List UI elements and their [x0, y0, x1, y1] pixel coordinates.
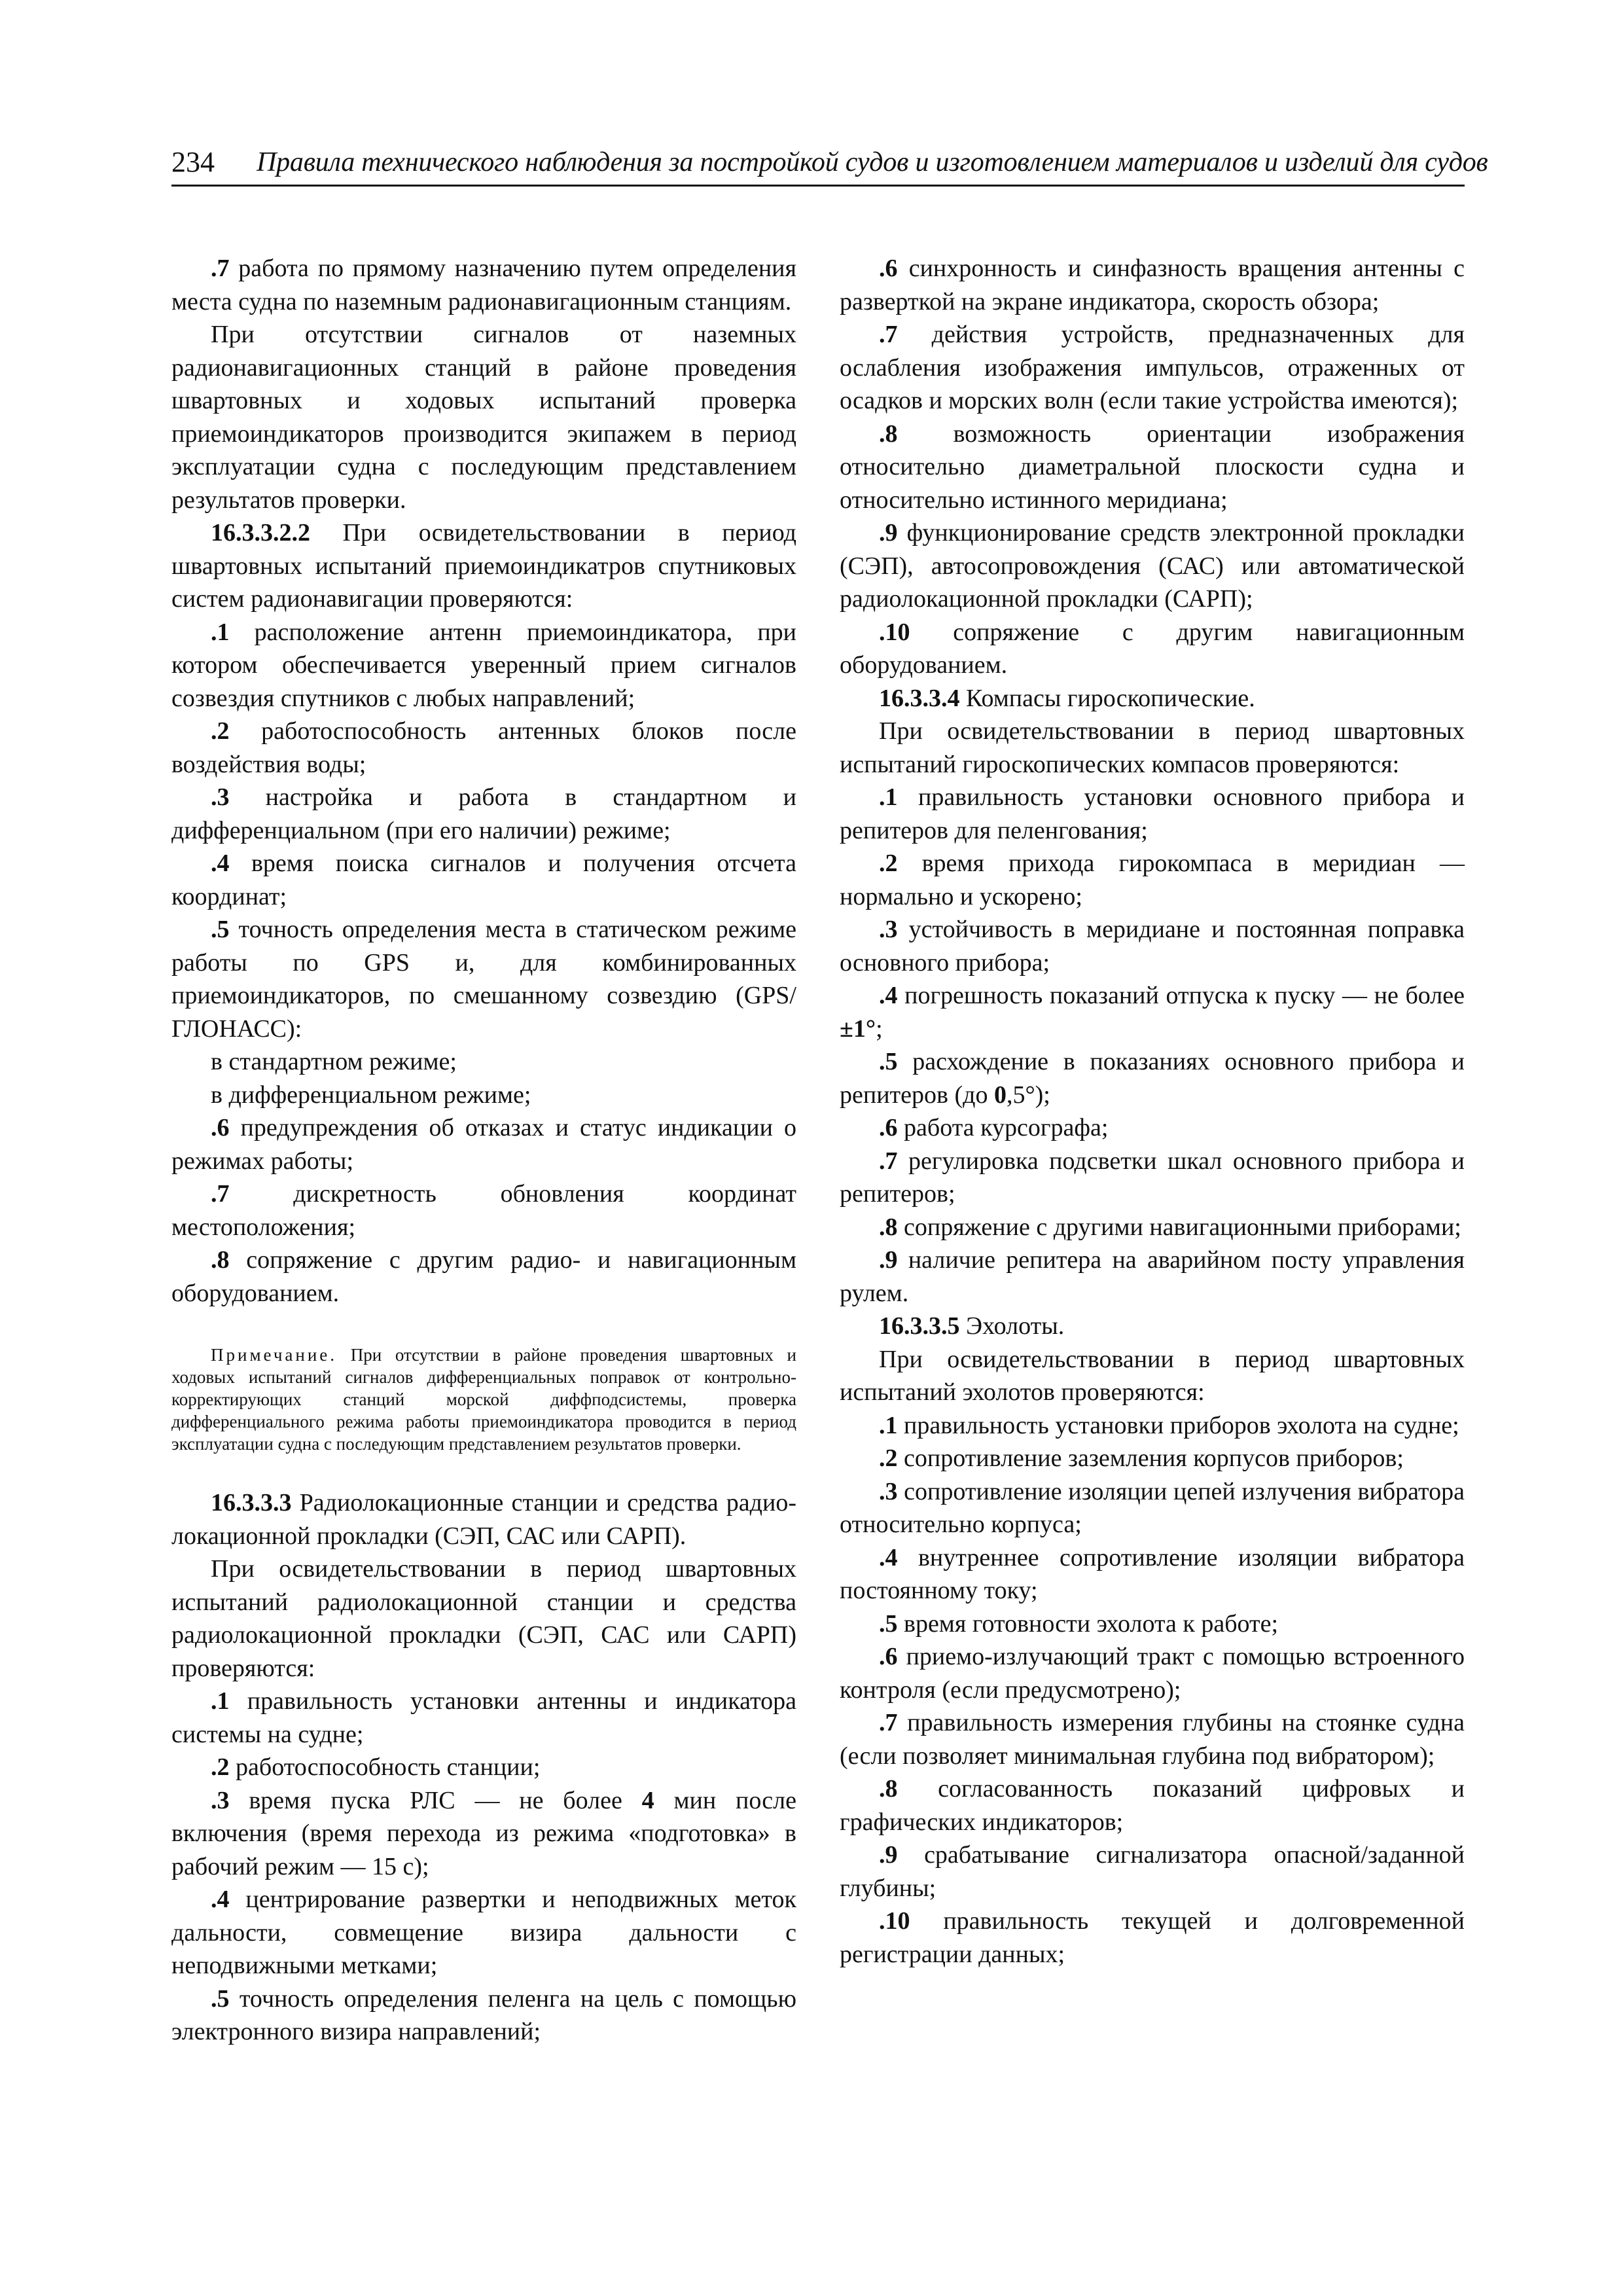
paragraph: 16.3.3.4 Компасы гироскопические.	[879, 684, 1255, 712]
note	[171, 1344, 796, 1455]
paragraph: .4 погрешность показаний отпуска к пуску — не более ±1°;	[840, 982, 1465, 1043]
paragraph: .6 синхронность и синфазность вращения антенны с разверткой на экране индикатора, скорость обзора;	[840, 255, 1465, 315]
header-rule	[171, 185, 1465, 187]
paragraph: .3 устойчивость в меридиане и постоянная поправка основного прибора;	[840, 916, 1465, 977]
paragraph: .2 время прихода гирокомпаса в меридиан — нормально и ускорено;	[840, 850, 1465, 910]
paragraph: .6 приемо-излучающий тракт с помощью встроенного контроля (если предусмотрено);	[840, 1643, 1465, 1704]
paragraph: .4 время поиска сигналов и получения отсчета координат;	[171, 850, 796, 910]
note-text: При отсутствии в районе проведения швартовных и ходовых испытаний сигналов дифференциальных поправок от контрольно-корректирующих станций морской диффподсистемы, проверка дифференциального режима работы приемоиндикатора проводится в период эксплуатации судна с последующим представлением результатов проверки.	[171, 1345, 796, 1454]
right-paragraphs	[840, 252, 1465, 1971]
paragraph: .5 время готовности эхолота к работе;	[879, 1609, 1279, 1638]
paragraph: .5 точность определения пеленга на цель с помощью электронного визира направлений;	[171, 1984, 796, 2045]
paragraph: .7 действия устройств, предназначенных для ослабления изображения импульсов, отраженных от осадков и морских волн (если такие устройства имеются);	[840, 321, 1465, 414]
paragraph: .1 правильность установки основного прибора и репитеров для пеленгования;	[840, 783, 1465, 844]
page-header	[171, 145, 1488, 185]
paragraph: в стандартном режиме;	[211, 1048, 457, 1075]
paragraph: .7 работа по прямому назначению путем определения места судна по наземным радионавигационным станциям.	[171, 255, 796, 315]
note-label: Примечание.	[211, 1345, 338, 1365]
left-column	[171, 252, 796, 2049]
paragraph: .5 расхождение в показаниях основного прибора и репитеров (до 0,5°);	[840, 1048, 1465, 1109]
paragraph: .1 правильность установки приборов эхолота на судне;	[879, 1411, 1459, 1439]
paragraph: .2 работоспособность станции;	[211, 1753, 541, 1781]
paragraph: .4 центрирование развертки и неподвижных меток дальности, совмещение визира дальности с неподвижными метками;	[171, 1886, 796, 1979]
paragraph: .7 регулировка подсветки шкал основного прибора и репитеров;	[840, 1147, 1465, 1208]
paragraph: При освидетельствовании в период швартовных испытаний гироскопических компасов проверяются:	[840, 717, 1465, 778]
paragraph: .9 наличие репитера на аварийном посту управления рулем.	[840, 1246, 1465, 1307]
paragraph: .9 срабатывание сигнализатора опасной/заданной глубины;	[840, 1841, 1465, 1902]
paragraph: .4 внутреннее сопротивление изоляции вибратора постоянному току;	[840, 1543, 1465, 1604]
paragraph: При освидетельствовании в период швартовных испытаний эхолотов проверяются:	[840, 1345, 1465, 1406]
paragraph: .1 расположение антенн приемоиндикатора, при котором обеспечивается уверенный прием сигналов созвездия спутников с любых направлений;	[171, 618, 796, 712]
paragraph: .8 согласованность показаний цифровых и графических индикаторов;	[840, 1775, 1465, 1836]
paragraph: .6 предупреждения об отказах и статус индикации о режимах работы;	[171, 1114, 796, 1175]
running-title: Правила технического наблюдения за постройкой судов и изготовлением материалов и изделий для судов	[257, 147, 1488, 177]
right-column	[840, 252, 1465, 1971]
left-paragraphs	[171, 252, 796, 1310]
paragraph: 16.3.3.5 Эхолоты.	[879, 1312, 1065, 1340]
paragraph: .2 работоспособность антенных блоков после воздействия воды;	[171, 717, 796, 778]
paragraph: .6 работа курсографа;	[879, 1114, 1109, 1141]
paragraph: .9 функционирование средств электронной прокладки (СЭП), автосопровождения (САС) или автоматической радиолокационной прокладки (САРП);	[840, 519, 1465, 613]
page-number: 234	[171, 146, 215, 178]
left-paragraphs-after-note	[171, 1486, 796, 2049]
paragraph: .7 дискретность обновления координат местоположения;	[171, 1180, 796, 1241]
paragraph: .2 сопротивление заземления корпусов приборов;	[879, 1444, 1404, 1472]
paragraph: .10 сопряжение с другим навигационным оборудованием.	[840, 618, 1465, 679]
paragraph: .3 время пуска РЛС — не более 4 мин после включения (время перехода из режима «подготовка» в рабочий режим — 15 с);	[171, 1786, 796, 1880]
paragraph: .8 возможность ориентации изображения относительно диаметральной плоскости судна и относительно истинного меридиана;	[840, 420, 1465, 514]
paragraph: .10 правильность текущей и долговременной регистрации данных;	[840, 1907, 1465, 1968]
paragraph: .7 правильность измерения глубины на стоянке судна (если позволяет минимальная глубина под вибратором);	[840, 1709, 1465, 1770]
paragraph: .5 точность определения места в статическом режиме работы по GPS и, для комбинированных приемоиндикаторов, по смешанному созвездию (GPS/ГЛОНАСС):	[171, 916, 796, 1043]
paragraph: 16.3.3.3 Радиолокационные станции и средства радио-локационной прокладки (СЭП, САС или САРП).	[171, 1489, 796, 1550]
paragraph: .8 сопряжение с другим радио- и навигационным оборудованием.	[171, 1246, 796, 1307]
paragraph: .3 сопротивление изоляции цепей излучения вибратора относительно корпуса;	[840, 1477, 1465, 1538]
paragraph: При отсутствии сигналов от наземных радионавигационных станций в районе проведения швартовных и ходовых испытаний проверка приемоиндикаторов производится экипажем в период эксплуатации судна с последующим представлением результатов проверки.	[171, 321, 796, 514]
paragraph: 16.3.3.2.2 При освидетельствовании в период швартовных испытаний приемоиндикатров спутниковых систем радионавигации проверяются:	[171, 519, 796, 613]
paragraph: .1 правильность установки антенны и индикатора системы на судне;	[171, 1687, 796, 1748]
paragraph: в дифференциальном режиме;	[211, 1081, 531, 1109]
paragraph: .3 настройка и работа в стандартном и дифференциальном (при его наличии) режиме;	[171, 783, 796, 844]
paragraph: .8 сопряжение с другими навигационными приборами;	[879, 1213, 1461, 1241]
paragraph: При освидетельствовании в период швартовных испытаний радиолокационной станции и средства радиолокационной прокладки (СЭП, САС или САРП) проверяются:	[171, 1555, 796, 1682]
